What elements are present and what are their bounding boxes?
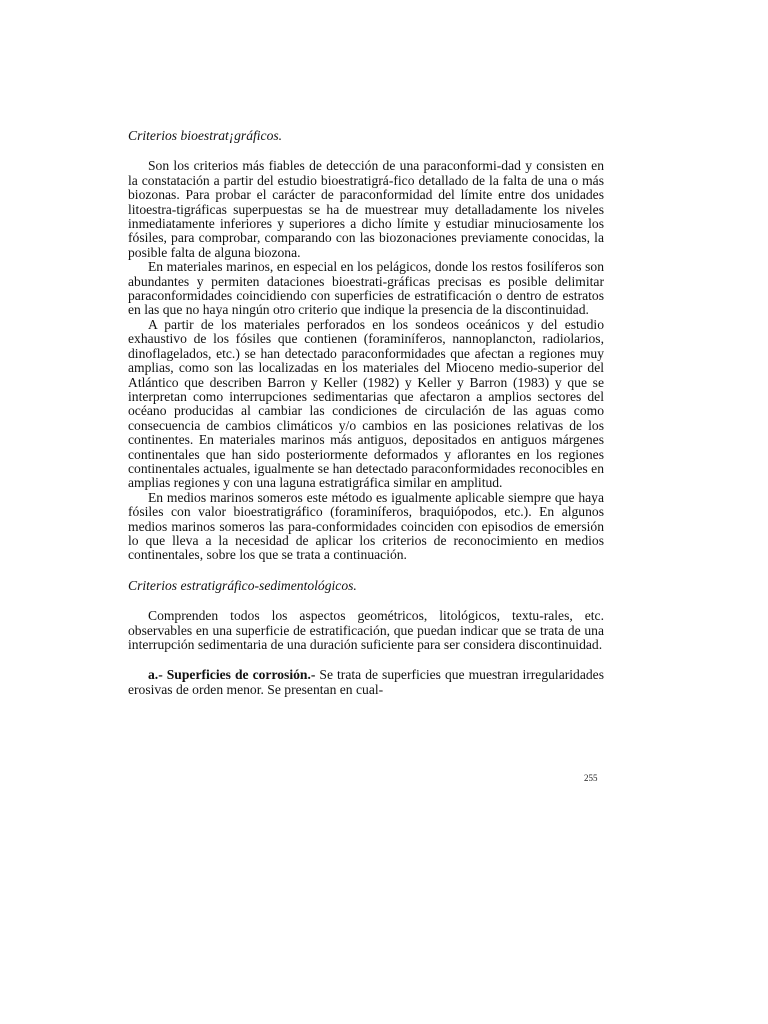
paragraph: En medios marinos someros este método es igualmente aplicable siempre que haya fósiles con valor bioestratigráfico (foraminíferos, braquiópodos, etc.). En algunos medios marinos someros las para-conformidades coinciden con episodios de emersión lo que lleva a la necesidad de aplicar los criterios de reconocimiento en medios continentales, sobre los que se trata a continuación. [128, 489, 604, 563]
list-item-title: a.- Superficies de corrosión.- [148, 667, 316, 683]
section-heading-bioestratigraficos: Criterios bioestrat¡gráficos. [128, 128, 283, 143]
paragraph: Son los criterios más fiables de detección de una paraconformi-dad y consisten en la constatación a partir del estudio bioestratigrá-fico detallado de la falta de una o más biozonas. Para probar el carácter de paraconformidad del límite entre dos unidades litoestra-tigráficas superpuestas se ha de muestrear muy detalladamente los niveles inmediatamente inferiores y superiores a dicho límite y estudiar minuciosamente los fósiles, para comprobar, comparando con las biozonaciones previamente conocidas, la posible falta de alguna biozona. [128, 158, 604, 260]
section-heading-sedimentologicos: Criterios estratigráfico-sedimentológicos. [128, 577, 357, 593]
paragraph: A partir de los materiales perforados en los sondeos oceánicos y del estudio exhaustivo de los fósiles que contienen (foraminíferos, nannoplancton, radiolarios, dinoflagelados, etc.) se han detectado paraconformidades que afectan a regiones muy amplias, como son las localizadas en los materiales del Mioceno medio-superior del Atlántico que describen Barron y Keller (1982) y Keller y Barron (1983) y que se interpretan como interrupciones sedimentarias que afectaron a amplios sectores del océano producidas al cambiar las condiciones de circulación de las aguas como consecuencia de cambios climáticos y/o cambios en las posiciones relativas de los continentes. En materiales marinos más antiguos, depositados en antiguos márgenes continentales que han sido posteriormente deformados y aflorantes en los regiones continentales actuales, igualmente se han detectado paraconformidades reconocibles en amplias regiones y con una laguna estratigráfica similar en amplitud. [128, 316, 604, 491]
paragraph: En materiales marinos, en especial en los pelágicos, donde los restos fosilíferos son abundantes y permiten dataciones bioestrati-gráficas precisas es posible delimitar paraconformidades coincidiendo con superficies de estratificación o dentro de estratos en las que no haya ningún otro criterio que indique la presencia de la discontinuidad. [128, 259, 604, 318]
list-item-a [128, 668, 604, 697]
body-text [128, 110, 604, 697]
paragraph: Comprenden todos los aspectos geométricos, litológicos, textu-rales, etc. observables en una superficie de estratificación, que puedan indicar que se trata de una interrupción sedimentaria de una duración suficiente para ser considera discontinuidad. [128, 608, 604, 652]
page-number: 255 [584, 773, 598, 783]
list-item-text: Se trata de superficies que muestran irregularidades erosivas de orden menor. Se presentan en cual- [128, 667, 604, 697]
